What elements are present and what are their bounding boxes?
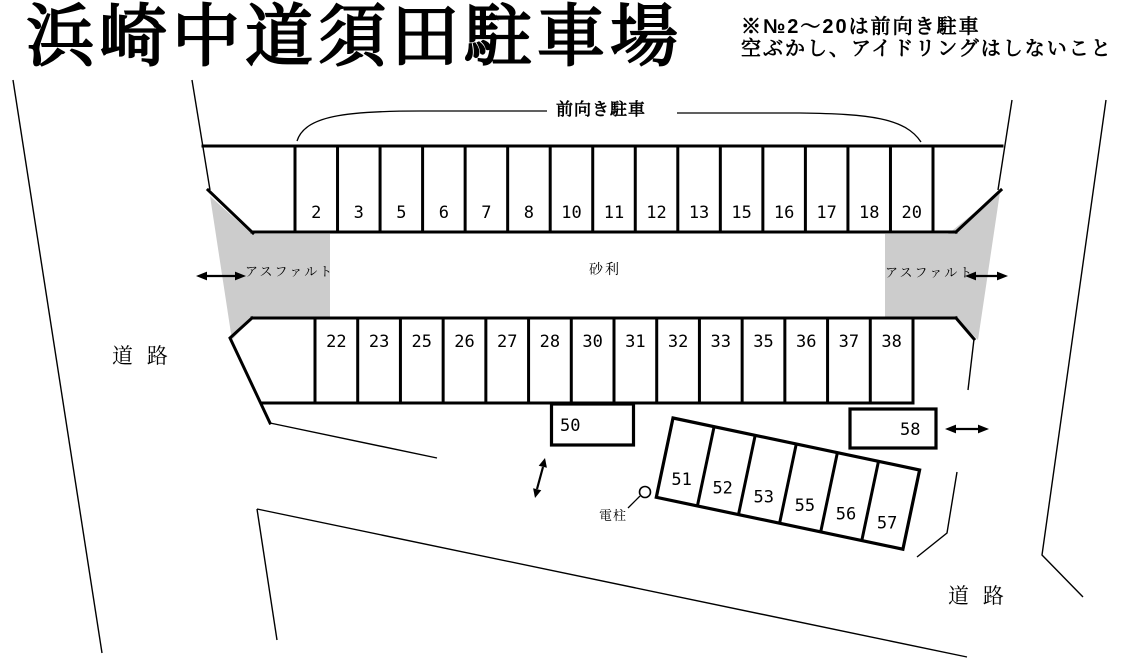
- gravel-label: 砂利: [589, 261, 621, 277]
- stall-number-31: 31: [625, 332, 646, 352]
- stall-number-58: 58: [900, 420, 921, 440]
- bottom-row-left-corner: [230, 318, 270, 423]
- stall-number-37: 37: [838, 332, 860, 352]
- road-boundary-lines: [13, 80, 1106, 657]
- road-line-bottom-left: [257, 509, 277, 640]
- stall-number-5: 5: [396, 203, 407, 223]
- utility-pole-marker: [628, 487, 651, 509]
- stall-number-6: 6: [438, 203, 449, 223]
- stall-number-2: 2: [311, 203, 322, 223]
- front-facing-parking-label: 前向き駐車: [556, 100, 646, 119]
- stall-number-23: 23: [368, 332, 390, 352]
- stall-number-38: 38: [881, 332, 902, 352]
- stall-number-36: 36: [795, 332, 817, 352]
- stall-number-22: 22: [326, 332, 347, 352]
- stall-number-51: 51: [671, 470, 692, 491]
- stall-number-13: 13: [688, 203, 710, 223]
- stall-number-25: 25: [411, 332, 433, 352]
- leader-curve-right: [677, 113, 921, 142]
- stall-number-57: 57: [876, 513, 898, 534]
- stall-number-56: 56: [835, 504, 857, 525]
- stall-number-30: 30: [582, 332, 603, 352]
- notice-line-1: ※№2～20は前向き駐車: [741, 16, 981, 38]
- stall-number-33: 33: [710, 332, 732, 352]
- stall-box-58: [850, 409, 936, 448]
- notice-line-2: 空ぶかし、アイドリングはしないこと: [741, 38, 1113, 60]
- arrow-right-of-stall-58: [945, 425, 989, 434]
- utility-pole-leader-line: [628, 496, 640, 508]
- stall-number-32: 32: [667, 332, 689, 352]
- stall-number-8: 8: [523, 203, 535, 223]
- boundary-line-lower: [270, 423, 437, 458]
- stall-number-15: 15: [731, 203, 752, 223]
- boundary-line-right-b: [917, 472, 957, 557]
- page-title: 浜崎中道須田駐車場: [26, 0, 684, 75]
- utility-pole-label: 電柱: [599, 508, 628, 523]
- road-label-left: 道 路: [112, 345, 172, 368]
- road-line-left-outer: [13, 80, 102, 653]
- asphalt-label-right: アスファルト: [885, 265, 975, 280]
- stall-number-16: 16: [773, 203, 795, 223]
- road-line-right-outer: [1042, 100, 1106, 597]
- stall-number-20: 20: [901, 203, 922, 223]
- parking-stalls: [295, 146, 936, 549]
- stall-number-26: 26: [454, 332, 475, 352]
- boundary-line-right-a: [968, 339, 974, 390]
- road-label-bottom: 道 路: [948, 585, 1008, 608]
- stall-number-52: 52: [712, 478, 733, 499]
- utility-pole-icon: [640, 487, 651, 498]
- asphalt-label-left: アスファルト: [245, 264, 335, 279]
- stall-number-18: 18: [858, 203, 880, 223]
- stall-number-55: 55: [794, 496, 816, 517]
- arrow-vertical-driveway: [533, 458, 547, 498]
- stall-number-53: 53: [753, 487, 775, 508]
- stall-number-17: 17: [816, 203, 837, 223]
- stall-number-7: 7: [481, 203, 492, 223]
- stall-number-11: 11: [603, 203, 625, 223]
- stall-number-28: 28: [539, 332, 561, 352]
- stall-number-3: 3: [353, 203, 364, 223]
- notice-text: [741, 16, 1113, 60]
- stall-number-10: 10: [561, 203, 582, 223]
- stall-number-12: 12: [646, 203, 667, 223]
- stall-number-35: 35: [753, 332, 774, 352]
- road-line-left-inner: [192, 80, 210, 190]
- stall-number-50: 50: [560, 416, 581, 436]
- leader-curve-left: [297, 111, 547, 141]
- stall-number-27: 27: [496, 332, 518, 352]
